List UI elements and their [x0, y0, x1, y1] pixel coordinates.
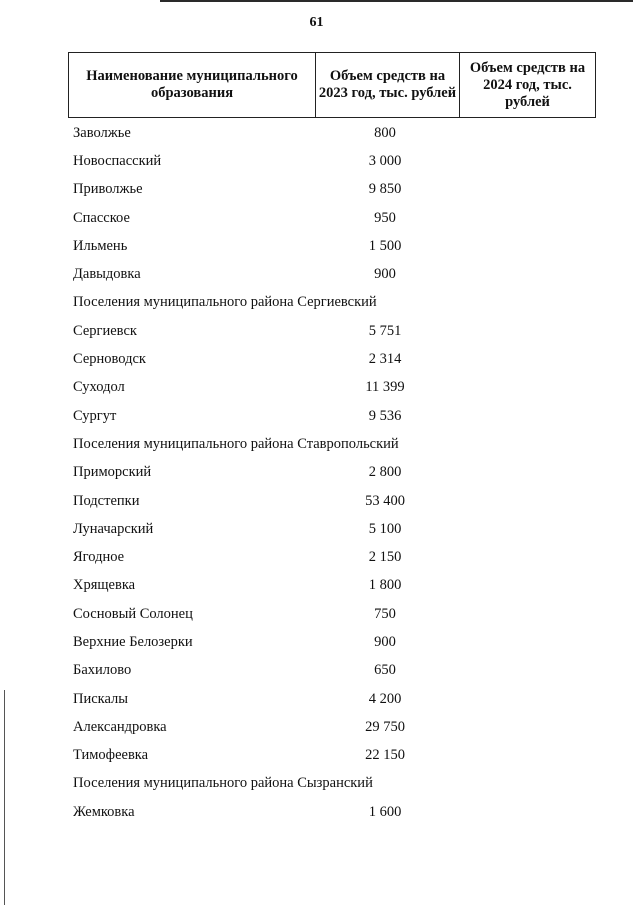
amount-2023: 750	[374, 605, 396, 622]
municipality-name: Заволжье	[73, 124, 131, 141]
table-row	[68, 345, 596, 373]
table-row	[68, 572, 596, 600]
table-row	[68, 232, 596, 260]
amount-2023: 900	[374, 266, 396, 283]
municipality-name: Тимофеевка	[73, 747, 149, 764]
municipality-name: Пискалы	[73, 690, 129, 707]
amount-2023: 1 600	[368, 803, 402, 820]
municipality-name: Жемковка	[73, 803, 135, 820]
municipality-name: Приморский	[73, 464, 152, 481]
municipality-name: Подстепки	[73, 492, 140, 509]
municipality-name: Ильмень	[73, 237, 128, 254]
group-heading-row	[68, 770, 596, 798]
group-heading: Поселения муниципального района Ставропольский	[73, 435, 399, 452]
table-row	[68, 459, 596, 487]
amount-2023: 900	[374, 633, 396, 650]
municipality-name: Хрящевка	[73, 577, 136, 594]
top-rule	[160, 0, 633, 2]
municipality-name: Ягодное	[73, 549, 125, 566]
amount-2023: 800	[374, 124, 396, 141]
municipality-name: Новоспасский	[73, 152, 162, 169]
table-row	[68, 685, 596, 713]
table-row	[68, 374, 596, 402]
municipality-name: Сургут	[73, 407, 117, 424]
group-heading-row	[68, 289, 596, 317]
amount-2023: 5 751	[368, 322, 402, 339]
amount-2023: 29 750	[365, 718, 405, 735]
table-row	[68, 402, 596, 430]
municipality-name: Сосновый Солонец	[73, 605, 193, 622]
municipality-name: Спасское	[73, 209, 130, 226]
table-row	[68, 742, 596, 770]
municipality-name: Александровка	[73, 718, 167, 735]
municipality-name: Давыдовка	[73, 266, 141, 283]
header-municipality: Наименование муниципального образования	[86, 68, 298, 101]
municipality-name: Суходол	[73, 379, 125, 396]
table-row	[68, 657, 596, 685]
municipality-name: Бахилово	[73, 662, 132, 679]
group-heading-row	[68, 430, 596, 458]
table-row	[68, 204, 596, 232]
amount-2023: 1 500	[368, 237, 402, 254]
table-row	[68, 600, 596, 628]
table-row	[68, 798, 596, 826]
amount-2023: 2 150	[368, 549, 402, 566]
page-number: 61	[309, 15, 324, 30]
amount-2023: 5 100	[368, 520, 402, 537]
header-amount-2024: Объем средств на 2024 год, тыс. рублей	[459, 53, 595, 117]
table-row	[68, 487, 596, 515]
table-header	[68, 52, 596, 118]
municipality-name: Верхние Белозерки	[73, 633, 193, 650]
amount-2023: 1 800	[368, 577, 402, 594]
scan-margin-line	[4, 690, 5, 905]
municipality-name: Луначарский	[73, 520, 154, 537]
amount-2023: 3 000	[368, 152, 402, 169]
amount-2023: 650	[374, 662, 396, 679]
amount-2023: 9 850	[368, 181, 402, 198]
amount-2023: 11 399	[365, 379, 405, 396]
header-amount-2023: Объем средств на 2023 год, тыс. рублей	[315, 53, 459, 117]
amount-2023: 2 800	[368, 464, 402, 481]
amount-2023: 950	[374, 209, 396, 226]
table-row	[68, 119, 596, 147]
amount-2023: 4 200	[368, 690, 402, 707]
table-row	[68, 147, 596, 175]
group-heading: Поселения муниципального района Сергиевский	[73, 294, 377, 311]
table-row	[68, 317, 596, 345]
group-heading: Поселения муниципального района Сызранский	[73, 775, 373, 792]
municipality-name: Серноводск	[73, 351, 146, 368]
table-row	[68, 260, 596, 288]
amount-2023: 9 536	[368, 407, 402, 424]
amount-2023: 22 150	[365, 747, 405, 764]
table-row	[68, 628, 596, 656]
table-body	[68, 119, 596, 826]
table-row	[68, 515, 596, 543]
table-row	[68, 176, 596, 204]
amount-2023: 53 400	[365, 492, 405, 509]
municipality-name: Приволжье	[73, 181, 143, 198]
municipality-name: Сергиевск	[73, 322, 137, 339]
amount-2023: 2 314	[368, 351, 402, 368]
table-row	[68, 713, 596, 741]
table-row	[68, 543, 596, 571]
